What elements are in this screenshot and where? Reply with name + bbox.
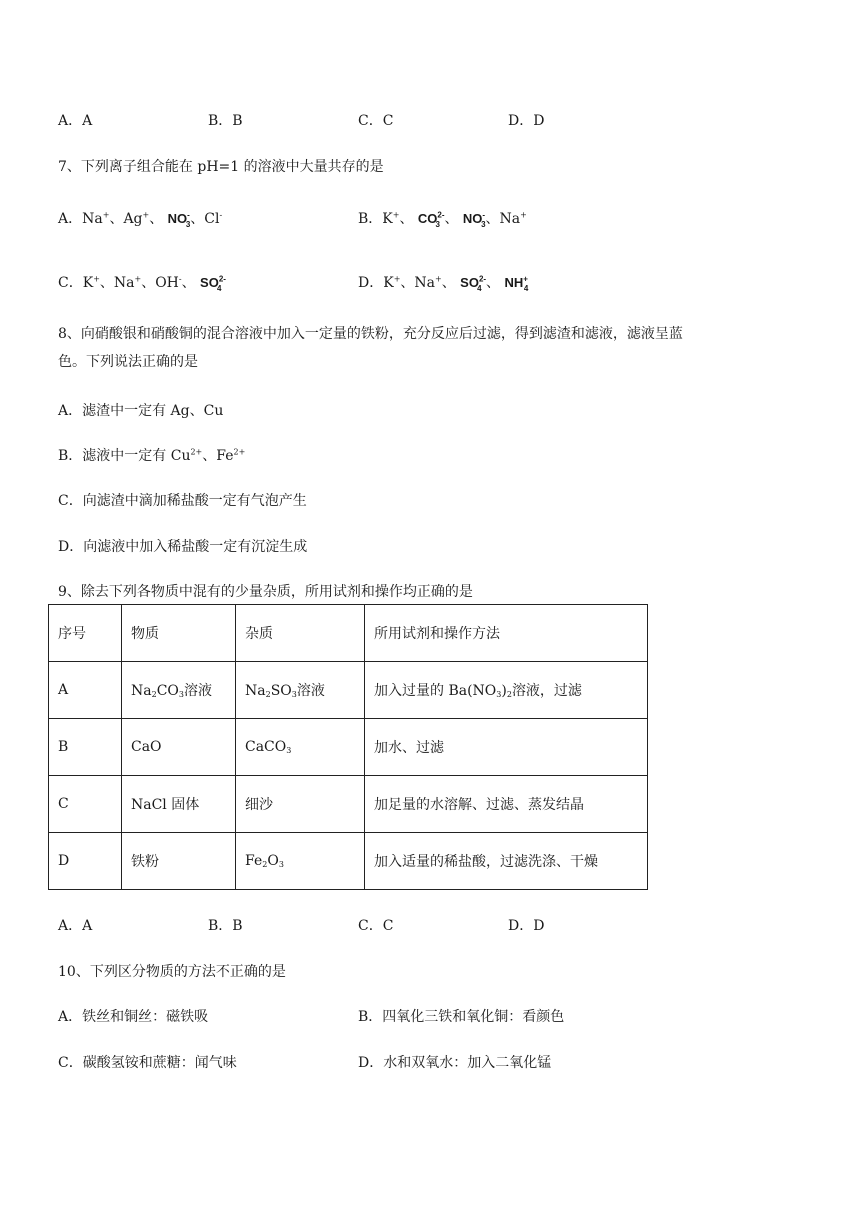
q9-stem: 9、除去下列各物质中混有的少量杂质，所用试剂和操作均正确的是 (58, 584, 473, 600)
ion: Na (113, 275, 135, 291)
formula-part: Na (131, 683, 152, 699)
method-text: 加入过量的 Ba(NO (374, 683, 497, 699)
header-cell: 物质 (122, 605, 236, 662)
sulfate-ion (200, 274, 226, 293)
formula-part: CO (156, 683, 179, 699)
header-cell: 序号 (49, 605, 122, 662)
table-row (49, 776, 648, 833)
substance-cell: NaCl 固体 (122, 776, 236, 833)
row-id: C (49, 776, 122, 833)
q9-option-c[interactable]: C．C (358, 918, 394, 934)
q9-option-d[interactable]: D．D (508, 918, 545, 934)
option-label: C． (58, 275, 83, 291)
charge: 2+ (233, 447, 246, 457)
method-cell (365, 662, 648, 719)
ion: K (382, 211, 393, 227)
header-cell: 杂质 (236, 605, 365, 662)
q6-option-b[interactable]: B．B (208, 113, 243, 129)
charge: + (134, 274, 142, 284)
sulfate-ion (460, 274, 487, 293)
q10-stem: 10、下列区分物质的方法不正确的是 (58, 964, 286, 980)
impurity-cell (236, 662, 365, 719)
charge: 2- (437, 210, 445, 220)
q8-option-d[interactable]: D．向滤液中加入稀盐酸一定有沉淀生成 (58, 539, 308, 555)
subscript: 4 (216, 283, 222, 293)
charge: - (219, 210, 223, 220)
charge: + (142, 210, 150, 220)
formula-part: CaCO (245, 739, 287, 755)
ion: SO (200, 275, 219, 290)
ion: Cl (204, 211, 220, 227)
separator: 、 (99, 275, 114, 291)
impurity-cell: 细沙 (236, 776, 365, 833)
q7-stem: 7、下列离子组合能在 pH=1 的溶液中大量共存的是 (58, 159, 384, 175)
charge: - (187, 210, 190, 220)
formula-part: O (267, 853, 279, 869)
separator: 、 (444, 211, 459, 227)
q10-option-b[interactable]: B．四氧化三铁和氧化铜：看颜色 (358, 1009, 565, 1025)
option-label: B． (358, 211, 383, 227)
ion: NO (167, 211, 188, 226)
separator: 、 (486, 275, 500, 291)
q7-option-c[interactable] (58, 272, 226, 293)
separator: 、 (441, 275, 456, 291)
substance-cell: 铁粉 (122, 833, 236, 890)
charge: + (523, 274, 528, 284)
formula-part: Na (245, 683, 266, 699)
subscript: 2 (262, 860, 268, 869)
row-id: B (49, 719, 122, 776)
formula-part: Fe (245, 853, 263, 869)
subscript: 3 (496, 690, 502, 699)
q8-stem-line1: 8、向硝酸银和硝酸铜的混合溶液中加入一定量的铁粉，充分反应后过滤，得到滤渣和滤液，滤液呈蓝 (58, 326, 683, 342)
charge: - (178, 274, 182, 284)
q7-option-d[interactable] (358, 272, 528, 292)
impurity-cell (236, 719, 365, 776)
ion: Na (82, 211, 103, 227)
q8-stem (58, 320, 808, 376)
option-label: A． (58, 211, 83, 227)
impurity-cell (236, 833, 365, 890)
table-row (49, 662, 648, 719)
table-row (49, 833, 648, 890)
option-text: 、Fe (202, 448, 234, 464)
q10-option-a[interactable]: A．铁丝和铜丝：磁铁吸 (58, 1009, 209, 1025)
separator: 、 (181, 275, 196, 291)
q6-option-a[interactable]: A．A (58, 113, 93, 129)
option-label: D． (358, 275, 384, 291)
subscript: 2 (151, 690, 157, 699)
subscript: 3 (185, 219, 191, 229)
subscript: 3 (481, 219, 486, 229)
ion: CO (417, 211, 438, 226)
q6-option-c[interactable]: C．C (358, 113, 394, 129)
charge: + (93, 274, 100, 284)
carbonate-ion (417, 210, 445, 229)
q8-option-b[interactable] (58, 445, 245, 465)
ion: Na (499, 211, 521, 227)
charge: + (392, 210, 400, 220)
subscript: 4 (523, 283, 529, 293)
nitrate-ion (462, 210, 486, 229)
subscript: 4 (477, 283, 482, 293)
q8-option-c[interactable]: C．向滤渣中滴加稀盐酸一定有气泡产生 (58, 493, 307, 509)
charge: + (393, 274, 401, 284)
header-cell: 所用试剂和操作方法 (365, 605, 648, 662)
ion: Na (414, 275, 436, 291)
ion: Ag (123, 211, 143, 227)
charge: 2+ (190, 447, 203, 457)
formula-part: SO (270, 683, 292, 699)
separator: 、 (400, 275, 415, 291)
q9-option-b[interactable]: B．B (208, 918, 243, 934)
q7-option-a[interactable] (58, 208, 222, 228)
ion: K (383, 275, 394, 291)
q9-option-a[interactable]: A．A (58, 918, 93, 934)
formula-part: 溶液 (184, 683, 212, 699)
charge: 2- (218, 274, 226, 284)
charge: + (520, 210, 527, 220)
subscript: 3 (435, 219, 440, 229)
table-header-row (49, 605, 648, 662)
subscript: 2 (506, 690, 512, 699)
row-id: A (49, 662, 122, 719)
ion: NO (462, 211, 483, 226)
q7-option-b[interactable] (358, 208, 527, 228)
method-cell: 加水、过滤 (365, 719, 648, 776)
q8-stem-line2: 色。下列说法正确的是 (58, 354, 198, 370)
charge: + (102, 210, 110, 220)
ion: K (82, 275, 94, 291)
ion: NH (504, 275, 524, 290)
option-text: B．滤液中一定有 Cu (58, 448, 191, 464)
q10-option-c[interactable]: C．碳酸氢铵和蔗糖：闻气味 (58, 1055, 237, 1071)
q9-table (48, 604, 648, 890)
subscript: 2 (265, 690, 271, 699)
separator: 、 (399, 211, 414, 227)
charge: - (482, 210, 486, 220)
ammonium-ion (504, 274, 529, 293)
method-text: ) (501, 683, 507, 699)
separator: 、 (190, 211, 205, 227)
separator: 、 (485, 211, 500, 227)
formula-part: 溶液 (296, 683, 325, 699)
separator: 、 (141, 275, 156, 291)
table-row (49, 719, 648, 776)
subscript: 3 (178, 690, 184, 699)
charge: 2- (478, 274, 487, 284)
subscript: 3 (286, 746, 292, 755)
subscript: 3 (278, 860, 284, 869)
method-text: 溶液，过滤 (511, 683, 582, 699)
q8-option-a[interactable]: A．滤渣中一定有 Ag、Cu (58, 403, 224, 419)
subscript: 3 (291, 690, 297, 699)
substance-cell: CaO (122, 719, 236, 776)
ion: OH (155, 275, 179, 291)
charge: + (435, 274, 442, 284)
separator: 、 (109, 211, 124, 227)
nitrate-ion (167, 210, 191, 229)
row-id: D (49, 833, 122, 890)
method-cell: 加入适量的稀盐酸，过滤洗涤、干燥 (365, 833, 648, 890)
substance-cell (122, 662, 236, 719)
q10-option-d[interactable]: D．水和双氧水：加入二氧化锰 (358, 1055, 552, 1071)
ion: SO (460, 275, 479, 290)
q6-option-d[interactable]: D．D (508, 113, 545, 129)
method-cell: 加足量的水溶解、过滤、蒸发结晶 (365, 776, 648, 833)
separator: 、 (149, 211, 164, 227)
